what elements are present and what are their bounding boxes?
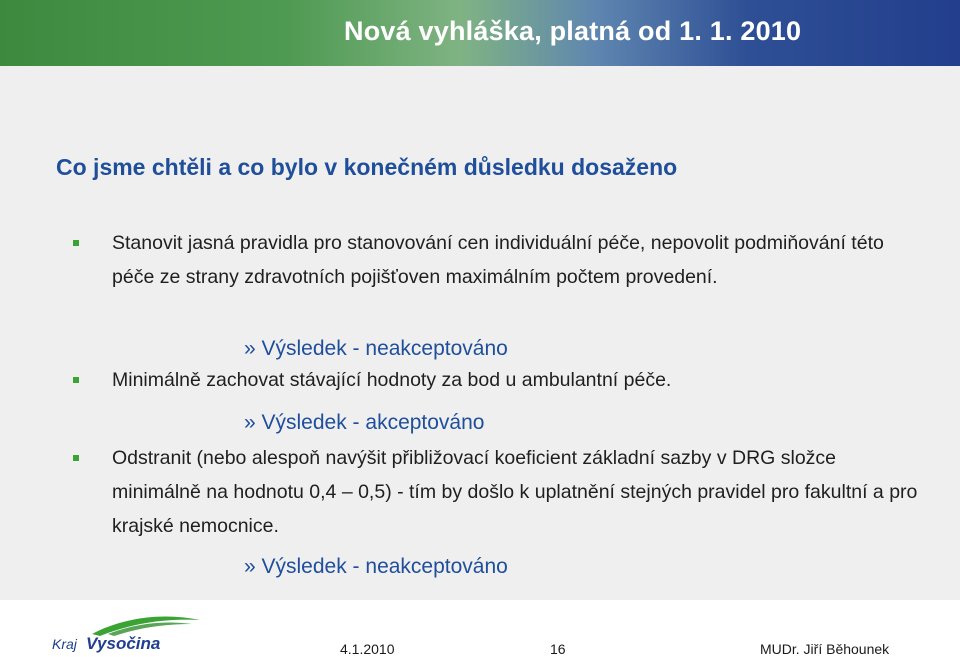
footer-author: MUDr. Jiří Běhounek [760,641,890,657]
bullet-text: Odstranit (nebo alespoň navýšit přibližovací koeficient základní sazby v DRG složce minimálně na hodnotu 0,4 – 0,5) - tím by došlo k uplatnění stejných pravidel pro fakultní a pro krajské nemocnice. [112,447,918,537]
header-bar [0,0,960,66]
footer-date: 4.1.2010 [340,641,395,657]
bullet-square-icon [73,455,79,461]
footer-page-number: 16 [550,641,566,657]
footer [0,600,960,657]
slide-title: Nová vyhláška, platná od 1. 1. 2010 [344,16,802,46]
result-text: » Výsledek - akceptováno [244,411,485,434]
bullet-square-icon [73,377,79,383]
slide-subtitle: Co jsme chtěli a co bylo v konečném důsledku dosaženo [56,154,678,180]
logo-vysocina-text: Vysočina [86,634,161,653]
kraj-vysocina-logo [52,612,202,652]
result-text: » Výsledek - neakceptováno [244,555,508,578]
bullet-square-icon [73,240,79,246]
content-area [0,66,960,600]
result-text: » Výsledek - neakceptováno [244,337,508,360]
logo-kraj-text: Kraj [52,636,77,652]
bullet-text: Minimálně zachovat stávající hodnoty za bod u ambulantní péče. [112,369,672,391]
bullet-text: Stanovit jasná pravidla pro stanovování cen individuální péče, nepovolit podmiňování této péče ze strany zdravotních pojišťoven maximálním počtem provedení. [112,232,884,288]
